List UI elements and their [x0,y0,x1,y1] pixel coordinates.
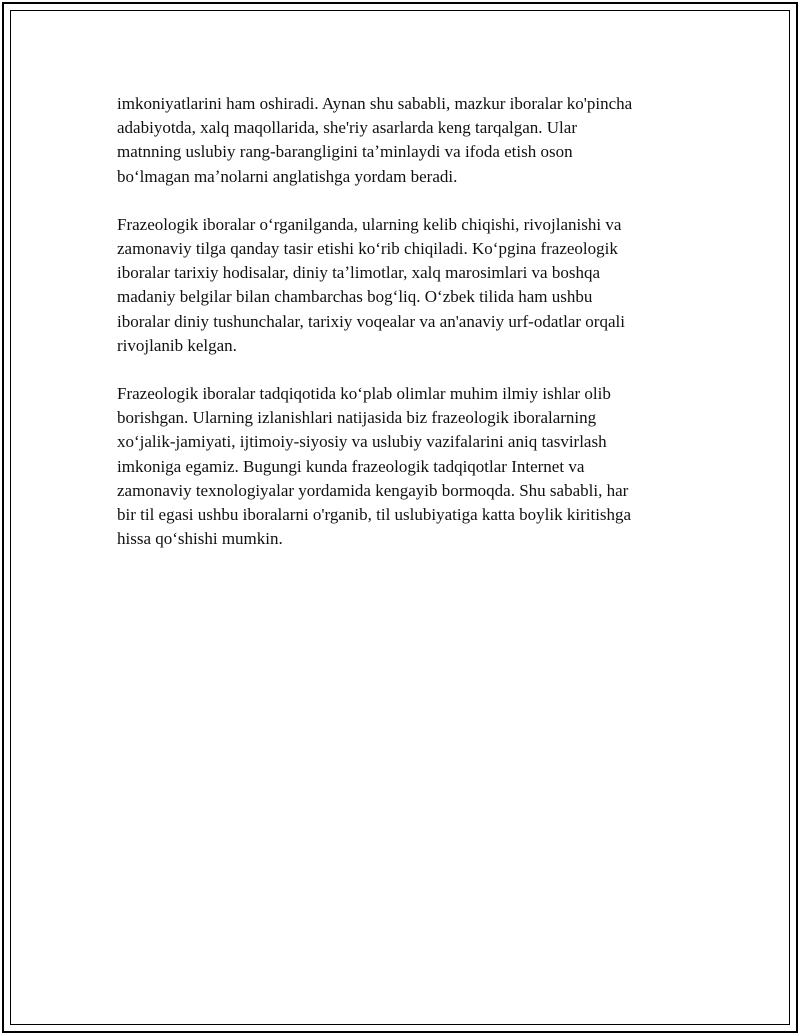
paragraph-line: rivojlanib kelgan. [117,335,237,355]
paragraph-line: boʻlmagan maʼnolarni anglatishga yordam beradi. [117,166,458,186]
paragraph-line: iboralar tarixiy hodisalar, diniy taʼlimotlar, xalq marosimlari va boshqa [117,263,601,283]
paragraph-line: bir til egasi ushbu iboralarni o'rganib, til uslubiyatiga katta boylik kiritishga [117,505,632,525]
paragraph-line: zamonaviy tilga qanday tasir etishi koʻrib chiqiladi. Koʻpgina frazeologik [117,239,618,259]
paragraph-line: Frazeologik iboralar oʻrganilganda, ularning kelib chiqishi, rivojlanishi va [117,214,622,234]
paragraph-line: adabiyotda, xalq maqollarida, she'riy asarlarda keng tarqalgan. Ular [117,118,577,138]
paragraph-line: iboralar diniy tushunchalar, tarixiy voqealar va an'anaviy urf-odatlar orqali [117,311,625,331]
paragraph-line: matnning uslubiy rang-barangligini taʼminlaydi va ifoda etish oson [117,142,573,162]
paragraph-2 [117,213,697,358]
paragraph-line: zamonaviy texnologiyalar yordamida kengayib bormoqda. Shu sababli, har [117,480,629,500]
paragraph-line: madaniy belgilar bilan chambarchas bogʻliq. Oʻzbek tilida ham ushbu [117,287,593,307]
paragraph-line: hissa qoʻshishi mumkin. [117,529,283,549]
paragraph-line: imkoniga egamiz. Bugungi kunda frazeologik tadqiqotlar Internet va [117,456,585,476]
document-body [117,92,697,575]
paragraph-3 [117,382,697,551]
paragraph-1 [117,92,697,189]
paragraph-line: borishgan. Ularning izlanishlari natijasida biz frazeologik iboralarning [117,408,597,428]
paragraph-line: xoʻjalik-jamiyati, ijtimoiy-siyosiy va uslubiy vazifalarini aniq tasvirlash [117,432,607,452]
paragraph-line: Frazeologik iboralar tadqiqotida koʻplab olimlar muhim ilmiy ishlar olib [117,384,611,404]
paragraph-line: imkoniyatlarini ham oshiradi. Aynan shu sababli, mazkur iboralar ko'pincha [117,94,633,113]
